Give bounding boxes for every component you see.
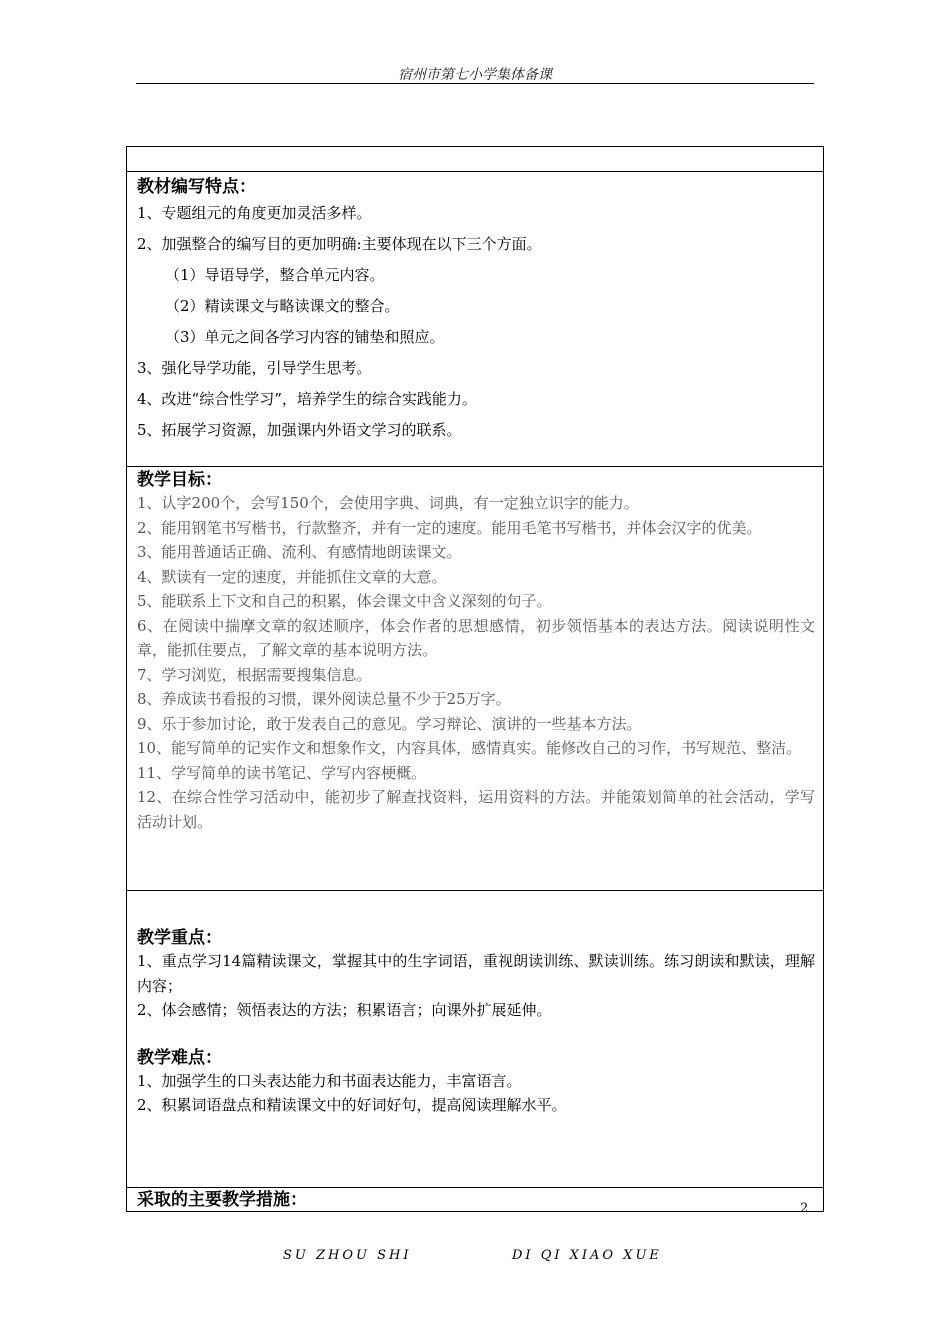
goals-item: 3、能用普通话正确、流利、有感情地朗读课文。 <box>137 543 462 561</box>
table-row-features <box>127 172 824 467</box>
goals-item: 11、学写简单的读书笔记、学写内容梗概。 <box>137 763 427 782</box>
goals-heading: 教学目标： <box>137 470 222 490</box>
lesson-plan-table <box>126 146 824 1212</box>
header-divider <box>136 83 814 84</box>
table-row-measures <box>127 1188 824 1212</box>
key-points-cell <box>127 891 824 1188</box>
features-subitem: （3）单元之间各学习内容的铺垫和照应。 <box>165 328 445 346</box>
difficulties-item: 1、加强学生的口头表达能力和书面表达能力，丰富语言。 <box>137 1071 522 1090</box>
goals-item: 7、学习浏览，根据需要搜集信息。 <box>137 665 372 684</box>
footer-left-text: SU ZHOU SHI <box>283 1248 412 1263</box>
page-number: 2 <box>800 1201 809 1216</box>
table-row-empty <box>127 147 824 172</box>
empty-cell <box>127 147 824 172</box>
goals-item: 1、认字200个，会写150个，会使用字典、词典，有一定独立识字的能力。 <box>137 494 639 512</box>
goals-item: 10、能写简单的记实作文和想象作文，内容具体，感情真实。能修改自己的习作，书写规范、整洁。 <box>137 739 802 757</box>
goals-item: 2、能用钢笔书写楷书，行款整齐，并有一定的速度。能用毛笔书写楷书，并体会汉字的优美。 <box>137 518 762 537</box>
goals-item: 6、在阅读中揣摩文章的叙述顺序，体会作者的思想感情，初步领悟基本的表达方法。阅读说明性文章，能抓住要点，了解文章的基本说明方法。 <box>137 616 815 659</box>
document-header-title: 宿州市第七小学集体备课 <box>398 67 552 83</box>
features-item: 3、强化导学功能，引导学生思考。 <box>137 359 372 377</box>
features-item: 2、加强整合的编写目的更加明确:主要体现在以下三个方面。 <box>137 235 542 253</box>
goals-item: 8、养成读书看报的习惯，课外阅读总量不少于25万字。 <box>137 690 511 708</box>
key-points-heading: 教学重点： <box>137 928 222 948</box>
goals-cell <box>127 467 824 891</box>
key-points-item: 1、重点学习14篇精读课文，掌握其中的生字词语，重视朗读训练、默读训练。练习朗读和默读，理解内容； <box>137 952 815 995</box>
difficulties-heading: 教学难点： <box>137 1047 222 1068</box>
goals-item: 5、能联系上下文和自己的积累，体会课文中含义深刻的句子。 <box>137 592 552 610</box>
features-heading: 教材编写特点： <box>137 177 256 197</box>
features-item: 1、专题组元的角度更加灵活多样。 <box>137 204 372 222</box>
footer-right-text: DI QI XIAO XUE <box>512 1248 662 1263</box>
goals-item: 4、默读有一定的速度，并能抓住文章的大意。 <box>137 567 447 586</box>
features-cell <box>127 172 824 467</box>
features-item: 5、拓展学习资源，加强课内外语文学习的联系。 <box>137 421 462 439</box>
key-points-item: 2、体会感情；领悟表达的方法；积累语言；向课外扩展延伸。 <box>137 1001 552 1019</box>
goals-item: 9、乐于参加讨论，敢于发表自己的意见。学习辩论、演讲的一些基本方法。 <box>137 714 642 733</box>
features-item: 4、改进“综合性学习”，培养学生的综合实践能力。 <box>137 390 477 408</box>
table-row-key-points <box>127 891 824 1188</box>
features-subitem: （2）精读课文与略读课文的整合。 <box>165 297 400 315</box>
measures-cell <box>127 1188 824 1212</box>
measures-heading: 采取的主要教学措施： <box>137 1190 307 1210</box>
difficulties-item: 2、积累词语盘点和精读课文中的好词好句，提高阅读理解水平。 <box>137 1096 567 1114</box>
goals-item: 12、在综合性学习活动中，能初步了解查找资料，运用资料的方法。并能策划简单的社会活动，学写活动计划。 <box>137 788 815 831</box>
features-subitem: （1）导语导学，整合单元内容。 <box>165 266 385 284</box>
table-row-goals <box>127 467 824 891</box>
